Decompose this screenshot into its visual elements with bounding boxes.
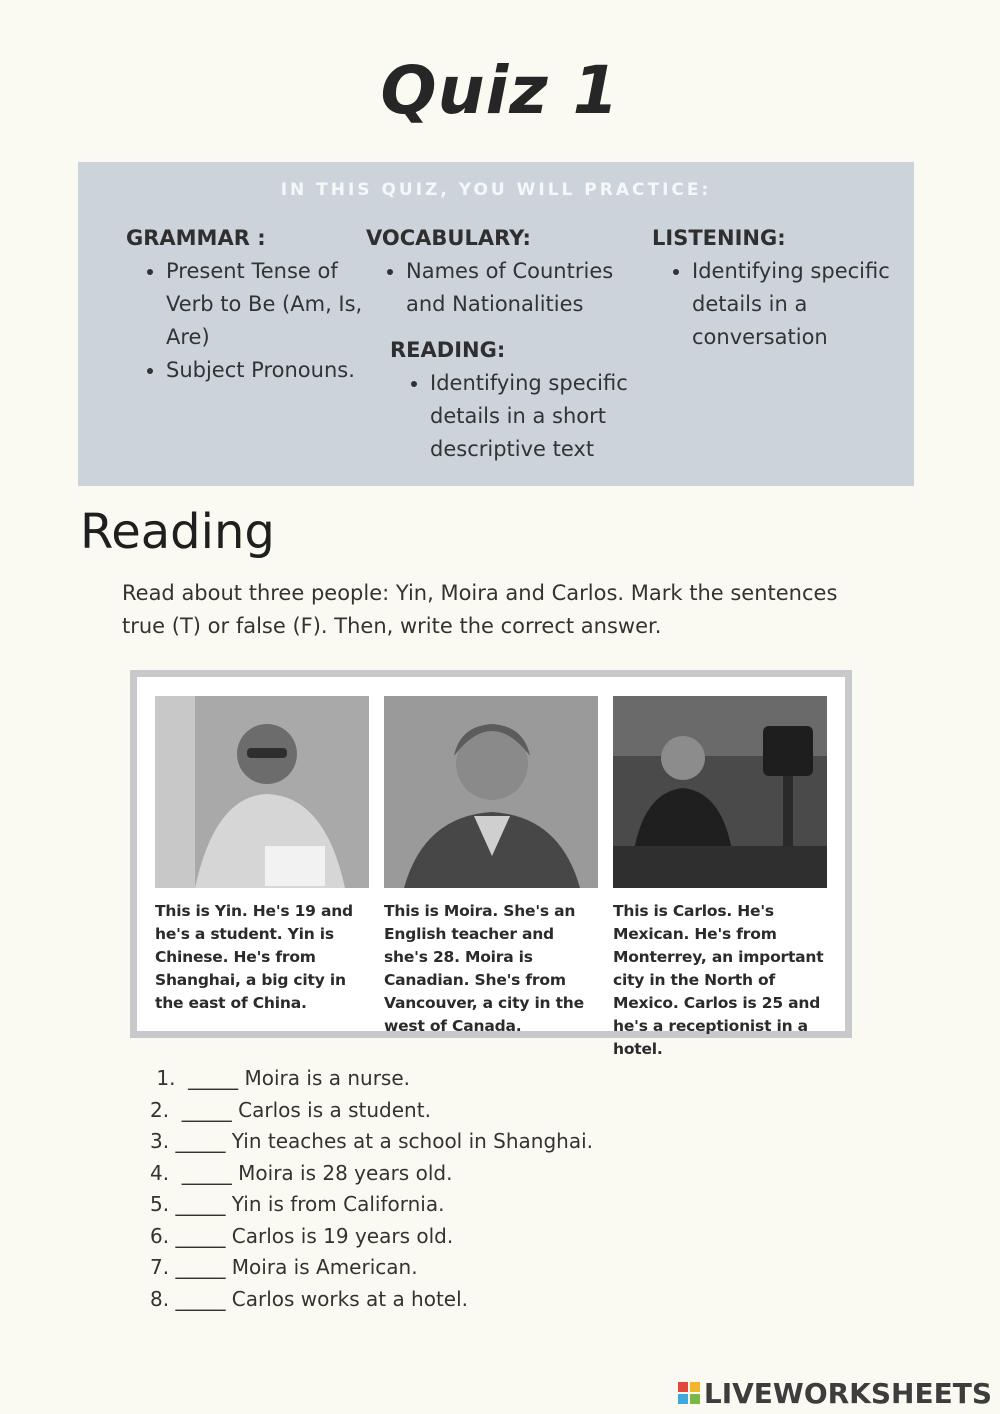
vocabulary-title: VOCABULARY: xyxy=(366,226,531,250)
vocabulary-item: • Names of Countries and Nationalities xyxy=(406,255,636,321)
question-item: 4. _____ Moira is 28 years old. xyxy=(150,1160,453,1185)
true-false-questions xyxy=(150,1063,593,1315)
reading-column xyxy=(390,334,660,466)
logo-mark-icon xyxy=(678,1382,700,1404)
logo-square-icon xyxy=(690,1394,700,1404)
reading-title: READING: xyxy=(390,338,506,362)
photo-yin xyxy=(155,696,369,888)
logo-square-icon xyxy=(678,1382,688,1392)
question-item: 8. _____ Carlos works at a hotel. xyxy=(150,1286,469,1311)
listening-column xyxy=(652,222,892,354)
question-item: 7. _____ Moira is American. xyxy=(150,1255,418,1279)
person-silhouette-icon xyxy=(613,696,827,888)
photo-carlos xyxy=(613,696,827,888)
listening-list xyxy=(652,255,892,354)
question-item: 2. _____ Carlos is a student. xyxy=(150,1097,431,1122)
caption-carlos: This is Carlos. He's Mexican. He's from Monterrey, an important city in the North of Mexico. Carlos is 25 and he's a receptionist in a hotel. xyxy=(613,902,824,1058)
reading-list xyxy=(390,367,660,466)
practice-heading: IN THIS QUIZ, YOU WILL PRACTICE: xyxy=(280,180,712,200)
reading-instructions: Read about three people: Yin, Moira and Carlos. Mark the sentences true (T) or false (F). Then, write the correct answer. xyxy=(122,581,838,638)
page-title: Quiz 1 xyxy=(380,52,620,129)
logo-square-icon xyxy=(678,1394,688,1404)
logo-text: LIVEWORKSHEETS xyxy=(703,1376,992,1410)
grammar-item: • Subject Pronouns. xyxy=(166,354,366,387)
grammar-item: • Present Tense of Verb to Be (Am, Is, Are) xyxy=(166,255,366,354)
listening-title: LISTENING: xyxy=(652,226,786,250)
photo-moira xyxy=(384,696,598,888)
vocabulary-column xyxy=(366,222,636,321)
grammar-list xyxy=(126,255,366,387)
grammar-title: GRAMMAR : xyxy=(126,226,266,250)
person-card-yin xyxy=(155,696,369,1015)
people-photo-panel xyxy=(130,670,852,1058)
vocabulary-list xyxy=(366,255,636,321)
logo-square-icon xyxy=(690,1382,700,1392)
caption-yin: This is Yin. He's 19 and he's a student. Yin is Chinese. He's from Shanghai, a big city in the east of China. xyxy=(155,902,353,1012)
person-silhouette-icon xyxy=(155,696,369,888)
caption-moira: This is Moira. She's an English teacher and she's 28. Moira is Canadian. She's from Vancouver, a city in the west of Canada. xyxy=(384,902,584,1035)
question-item: 1. _____ Moira is a nurse. xyxy=(150,1066,410,1090)
liveworksheets-logo xyxy=(678,1378,992,1408)
question-item: 3. _____ Yin teaches at a school in Shanghai. xyxy=(150,1129,594,1153)
person-card-carlos xyxy=(613,696,827,1061)
question-item: 5. _____ Yin is from California. xyxy=(150,1192,445,1216)
question-item: 6. _____ Carlos is 19 years old. xyxy=(150,1223,454,1248)
grammar-column xyxy=(126,222,366,387)
reading-item: • Identifying specific details in a short descriptive text xyxy=(430,367,660,466)
listening-item: • Identifying specific details in a conversation xyxy=(692,255,892,354)
reading-section-title: Reading xyxy=(80,504,275,560)
person-silhouette-icon xyxy=(384,696,598,888)
practice-summary-box xyxy=(78,162,914,486)
person-card-moira xyxy=(384,696,598,1038)
